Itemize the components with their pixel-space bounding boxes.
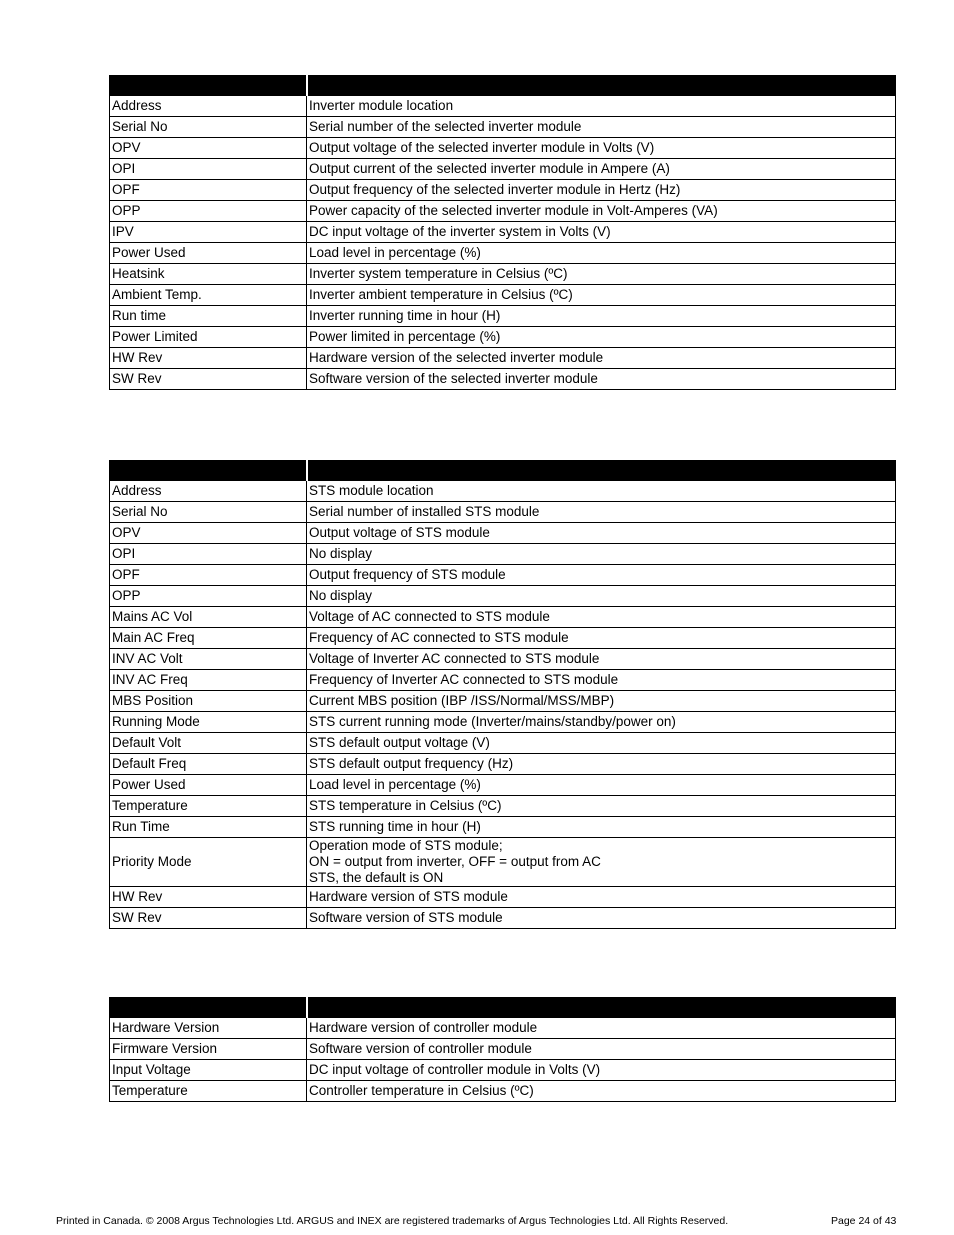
controller-parameter-table xyxy=(109,997,896,1102)
table-row xyxy=(110,523,896,544)
table-row xyxy=(110,285,896,306)
table-row xyxy=(110,733,896,754)
parameter-name: Address xyxy=(110,481,307,502)
parameter-description: Voltage of AC connected to STS module xyxy=(307,607,896,628)
parameter-name: OPP xyxy=(110,201,307,222)
table-row xyxy=(110,348,896,369)
table-row xyxy=(110,327,896,348)
parameter-description: Inverter module location xyxy=(307,96,896,117)
header-cell-description xyxy=(307,461,896,481)
table-row xyxy=(110,481,896,502)
header-cell-parameter xyxy=(110,998,307,1018)
parameter-name: Default Freq xyxy=(110,754,307,775)
table-row xyxy=(110,649,896,670)
parameter-description: Output voltage of STS module xyxy=(307,523,896,544)
parameter-name: Power Used xyxy=(110,243,307,264)
table-row xyxy=(110,180,896,201)
parameter-description: Software version of the selected inverter module xyxy=(307,369,896,390)
parameter-name: OPV xyxy=(110,138,307,159)
parameter-description: STS default output frequency (Hz) xyxy=(307,754,896,775)
parameter-description: Hardware version of controller module xyxy=(307,1018,896,1039)
parameter-name: IPV xyxy=(110,222,307,243)
table-row xyxy=(110,306,896,327)
table-row xyxy=(110,117,896,138)
parameter-description: Inverter ambient temperature in Celsius (ºC) xyxy=(307,285,896,306)
parameter-name: OPI xyxy=(110,159,307,180)
table-row xyxy=(110,159,896,180)
parameter-description: STS running time in hour (H) xyxy=(307,817,896,838)
table-row xyxy=(110,544,896,565)
parameter-name: Power Limited xyxy=(110,327,307,348)
table-row xyxy=(110,138,896,159)
table-row xyxy=(110,502,896,523)
parameter-name: Address xyxy=(110,96,307,117)
parameter-name: OPP xyxy=(110,586,307,607)
table-row xyxy=(110,243,896,264)
parameter-description: Software version of STS module xyxy=(307,908,896,929)
table-row xyxy=(110,264,896,285)
parameter-name: Running Mode xyxy=(110,712,307,733)
table-row xyxy=(110,754,896,775)
parameter-description: Power capacity of the selected inverter module in Volt-Amperes (VA) xyxy=(307,201,896,222)
parameter-name: HW Rev xyxy=(110,887,307,908)
description-line: ON = output from inverter, OFF = output from AC xyxy=(309,854,601,869)
table-row xyxy=(110,712,896,733)
parameter-description: Inverter running time in hour (H) xyxy=(307,306,896,327)
parameter-name: Temperature xyxy=(110,796,307,817)
description-line: Operation mode of STS module; xyxy=(309,838,503,853)
parameter-description: Load level in percentage (%) xyxy=(307,243,896,264)
table-row xyxy=(110,817,896,838)
header-cell-parameter xyxy=(110,76,307,96)
table-row xyxy=(110,222,896,243)
table-row xyxy=(110,775,896,796)
parameter-name: Priority Mode xyxy=(110,838,307,887)
parameter-description: STS module location xyxy=(307,481,896,502)
inverter-parameter-table xyxy=(109,75,896,390)
parameter-name: HW Rev xyxy=(110,348,307,369)
parameter-name: OPF xyxy=(110,180,307,201)
parameter-description: Serial number of installed STS module xyxy=(307,502,896,523)
header-cell-description xyxy=(307,76,896,96)
table-header-row xyxy=(110,998,896,1018)
parameter-description: No display xyxy=(307,544,896,565)
parameter-name: Heatsink xyxy=(110,264,307,285)
parameter-name: Serial No xyxy=(110,502,307,523)
table-row xyxy=(110,96,896,117)
table-row xyxy=(110,691,896,712)
parameter-description: Serial number of the selected inverter module xyxy=(307,117,896,138)
table-row xyxy=(110,565,896,586)
table-row xyxy=(110,1060,896,1081)
parameter-name: OPF xyxy=(110,565,307,586)
parameter-description: Controller temperature in Celsius (ºC) xyxy=(307,1081,896,1102)
parameter-description: Software version of controller module xyxy=(307,1039,896,1060)
table-row xyxy=(110,369,896,390)
parameter-description: Voltage of Inverter AC connected to STS module xyxy=(307,649,896,670)
parameter-name: SW Rev xyxy=(110,908,307,929)
parameter-description: Hardware version of the selected inverter module xyxy=(307,348,896,369)
parameter-name: Hardware Version xyxy=(110,1018,307,1039)
parameter-name: Mains AC Vol xyxy=(110,607,307,628)
parameter-description: Hardware version of STS module xyxy=(307,887,896,908)
table-row xyxy=(110,670,896,691)
header-cell-description xyxy=(307,998,896,1018)
sts-parameter-table xyxy=(109,460,896,929)
footer-copyright: Printed in Canada. © 2008 Argus Technologies Ltd. ARGUS and INEX are registered trademarks of Argus Technologies Ltd. All Rights Reserved. xyxy=(56,1215,729,1227)
parameter-name: INV AC Freq xyxy=(110,670,307,691)
parameter-description: Power limited in percentage (%) xyxy=(307,327,896,348)
parameter-description: Output current of the selected inverter module in Ampere (A) xyxy=(307,159,896,180)
table-row xyxy=(110,607,896,628)
parameter-description: Frequency of AC connected to STS module xyxy=(307,628,896,649)
parameter-name: Default Volt xyxy=(110,733,307,754)
table-header-row xyxy=(110,461,896,481)
parameter-description: No display xyxy=(307,586,896,607)
description-line: STS, the default is ON xyxy=(309,870,444,885)
parameter-name: Input Voltage xyxy=(110,1060,307,1081)
parameter-description: STS temperature in Celsius (ºC) xyxy=(307,796,896,817)
parameter-name: MBS Position xyxy=(110,691,307,712)
table-row xyxy=(110,201,896,222)
parameter-name: OPV xyxy=(110,523,307,544)
parameter-description: Load level in percentage (%) xyxy=(307,775,896,796)
parameter-description: Inverter system temperature in Celsius (ºC) xyxy=(307,264,896,285)
table-header-row xyxy=(110,76,896,96)
table-row xyxy=(110,908,896,929)
parameter-description: Current MBS position (IBP /ISS/Normal/MSS/MBP) xyxy=(307,691,896,712)
table-row xyxy=(110,796,896,817)
parameter-name: Run Time xyxy=(110,817,307,838)
parameter-name: Firmware Version xyxy=(110,1039,307,1060)
parameter-name: OPI xyxy=(110,544,307,565)
parameter-description: STS current running mode (Inverter/mains/standby/power on) xyxy=(307,712,896,733)
parameter-description: Output frequency of the selected inverter module in Hertz (Hz) xyxy=(307,180,896,201)
parameter-name: INV AC Volt xyxy=(110,649,307,670)
table-row xyxy=(110,838,896,887)
parameter-description: Output frequency of STS module xyxy=(307,565,896,586)
parameter-name: Power Used xyxy=(110,775,307,796)
footer-page-number: Page 24 of 43 xyxy=(831,1215,897,1227)
table-row xyxy=(110,887,896,908)
table-row xyxy=(110,1018,896,1039)
parameter-description: DC input voltage of the inverter system in Volts (V) xyxy=(307,222,896,243)
parameter-description: Frequency of Inverter AC connected to STS module xyxy=(307,670,896,691)
parameter-name: Ambient Temp. xyxy=(110,285,307,306)
table-row xyxy=(110,628,896,649)
header-cell-parameter xyxy=(110,461,307,481)
parameter-description: STS default output voltage (V) xyxy=(307,733,896,754)
table-row xyxy=(110,1081,896,1102)
parameter-name: Run time xyxy=(110,306,307,327)
parameter-name: SW Rev xyxy=(110,369,307,390)
parameter-name: Serial No xyxy=(110,117,307,138)
table-row xyxy=(110,586,896,607)
parameter-name: Temperature xyxy=(110,1081,307,1102)
table-row xyxy=(110,1039,896,1060)
parameter-description xyxy=(307,838,896,887)
parameter-name: Main AC Freq xyxy=(110,628,307,649)
parameter-description: DC input voltage of controller module in Volts (V) xyxy=(307,1060,896,1081)
parameter-description: Output voltage of the selected inverter module in Volts (V) xyxy=(307,138,896,159)
